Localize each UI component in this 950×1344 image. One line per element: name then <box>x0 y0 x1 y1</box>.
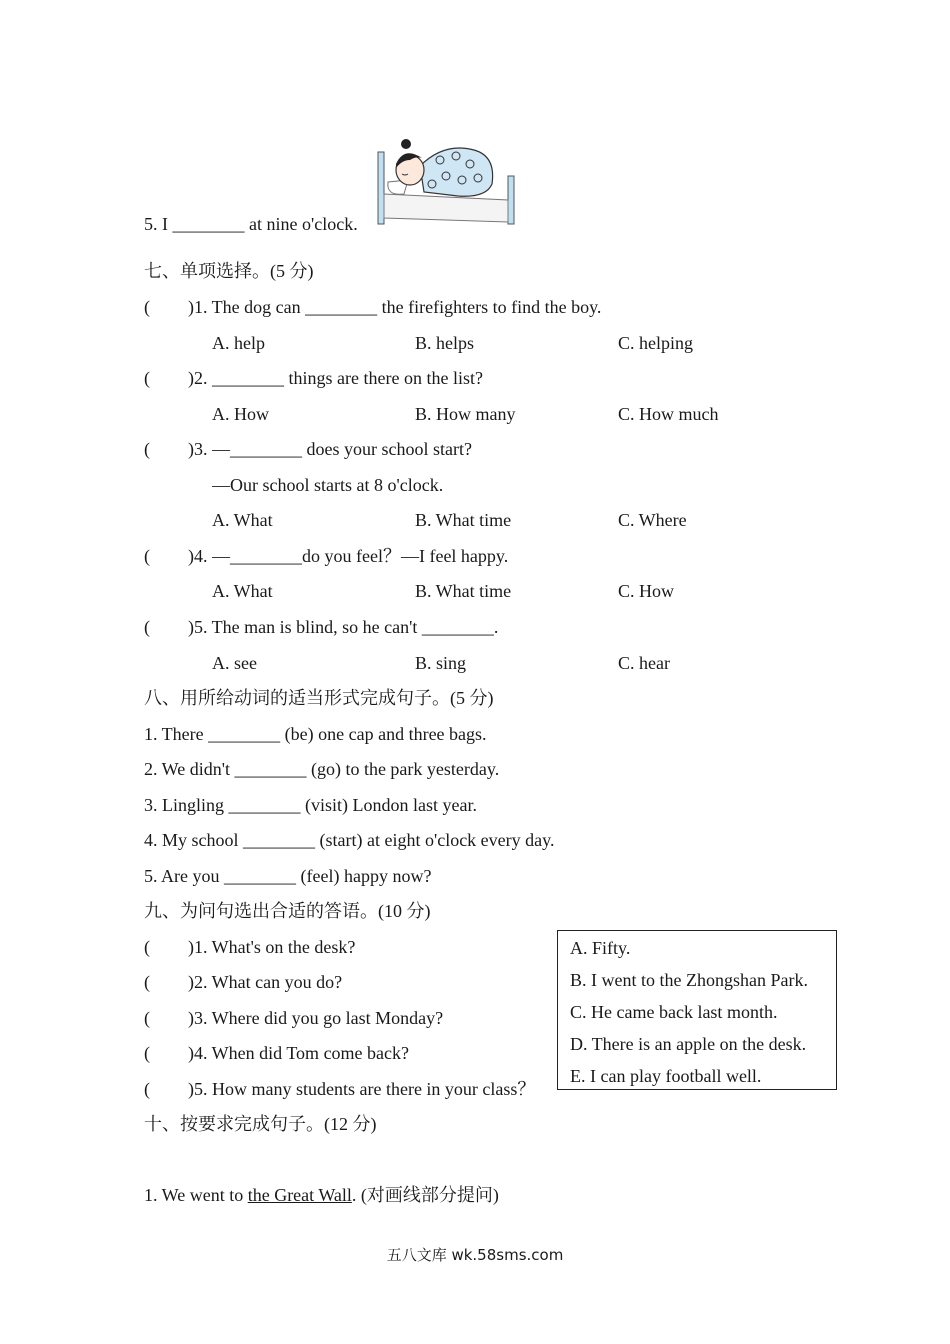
footer-watermark: 五八文库 wk.58sms.com <box>386 1246 564 1264</box>
question-3-response: —Our school starts at 8 o'clock. <box>212 475 444 495</box>
section9-question-2: ( )2. What can you do? <box>144 972 343 992</box>
section9-question-5: ( )5. How many students are there in your class？ <box>144 1079 536 1099</box>
option-a: A. help <box>212 333 265 353</box>
section8-item-5: 5. Are you ________ (feel) happy now? <box>144 866 432 886</box>
section9-question-1: ( )1. What's on the desk? <box>144 937 356 957</box>
section8-title: 八、用所给动词的适当形式完成句子。(5 分) <box>144 688 494 708</box>
sleeping-girl-illustration <box>374 134 519 228</box>
answer-options-box <box>557 930 837 1090</box>
answer-paren[interactable]: ( <box>144 439 150 459</box>
answer-paren[interactable]: ( <box>144 297 150 317</box>
option-c: C. How <box>618 581 675 601</box>
option-a: A. What <box>212 581 273 601</box>
option-b: B. sing <box>415 653 467 673</box>
answer-option-d: D. There is an apple on the desk. <box>570 1034 807 1054</box>
answer-option-b: B. I went to the Zhongshan Park. <box>570 970 808 990</box>
option-b: B. helps <box>415 333 475 353</box>
section7-question-2: ( )2. ________ things are there on the list? <box>144 368 483 388</box>
answer-paren[interactable]: ( <box>144 937 150 957</box>
answer-paren[interactable]: ( <box>144 546 150 566</box>
option-c: C. How much <box>618 404 719 424</box>
option-b: B. What time <box>415 510 512 530</box>
option-c: C. helping <box>618 333 693 353</box>
answer-option-a: A. Fifty. <box>570 938 631 958</box>
section7-title: 七、单项选择。(5 分) <box>144 261 314 281</box>
section8-item-4: 4. My school ________ (start) at eight o'clock every day. <box>144 830 555 850</box>
answer-paren[interactable]: ( <box>144 617 150 637</box>
answer-option-c: C. He came back last month. <box>570 1002 778 1022</box>
answer-paren[interactable]: ( <box>144 1079 150 1099</box>
option-a: A. How <box>212 404 269 424</box>
section7-question-3: ( )3. —________ does your school start? <box>144 439 472 459</box>
answer-paren[interactable]: ( <box>144 1008 150 1028</box>
option-c: C. hear <box>618 653 670 673</box>
answer-option-e: E. I can play football well. <box>570 1066 762 1086</box>
option-b: B. What time <box>415 581 512 601</box>
section8-item-2: 2. We didn't ________ (go) to the park yesterday. <box>144 759 500 779</box>
section9-question-4: ( )4. When did Tom come back? <box>144 1043 410 1063</box>
section8-item-3: 3. Lingling ________ (visit) London last year. <box>144 795 477 815</box>
section10-title: 十、按要求完成句子。(12 分) <box>144 1114 377 1134</box>
section9-question-3: ( )3. Where did you go last Monday? <box>144 1008 444 1028</box>
section7-question-1: ( )1. The dog can ________ the firefighters to find the boy. <box>144 297 602 317</box>
answer-paren[interactable]: ( <box>144 1043 150 1063</box>
answer-paren[interactable]: ( <box>144 972 150 992</box>
answer-paren[interactable]: ( <box>144 368 150 388</box>
section7-question-5: ( )5. The man is blind, so he can't ________. <box>144 617 499 637</box>
section10-question-1: 1. We went to the Great Wall. (对画线部分提问) <box>144 1185 499 1205</box>
underlined-phrase: the Great Wall <box>247 1185 352 1205</box>
option-c: C. Where <box>618 510 687 530</box>
option-a: A. see <box>212 653 257 673</box>
section8-item-1: 1. There ________ (be) one cap and three bags. <box>144 724 487 744</box>
option-a: A. What <box>212 510 273 530</box>
option-b: B. How many <box>415 404 516 424</box>
section6-question-5: 5. I ________ at nine o'clock. <box>144 214 358 234</box>
section9-title: 九、为问句选出合适的答语。(10 分) <box>144 901 431 921</box>
section7-question-4: ( )4. —________do you feel？—I feel happy. <box>144 546 509 566</box>
